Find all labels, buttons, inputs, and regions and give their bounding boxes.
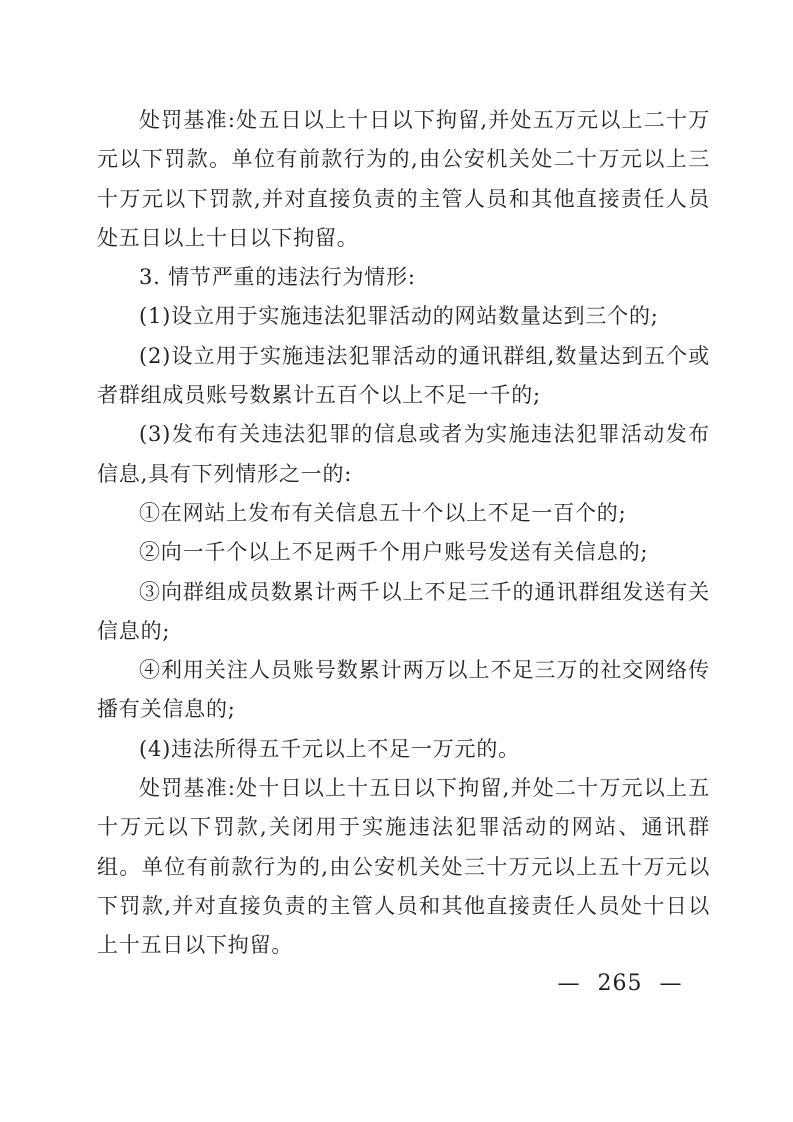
document-body	[97, 101, 710, 966]
paragraph: 处罚基准:处十日以上十五日以下拘留,并处二十万元以上五十万元以下罚款,关闭用于实施违法犯罪活动的网站、通讯群组。单位有前款行为的,由公安机关处三十万元以上五十万元以下罚款,并对直接负责的主管人员和其他直接责任人员处十日以上十五日以下拘留。	[97, 776, 710, 958]
paragraph: (2)设立用于实施违法犯罪活动的通讯群组,数量达到五个或者群组成员账号数累计五百个以上不足一千的;	[97, 343, 710, 408]
paragraph: (3)发布有关违法犯罪的信息或者为实施违法犯罪活动发布信息,具有下列情形之一的:	[97, 422, 710, 486]
paragraph: ③向群组成员数累计两千以上不足三千的通讯群组发送有关信息的;	[97, 579, 710, 643]
paragraph: (4)违法所得五千元以上不足一万元的。	[139, 736, 520, 761]
paragraph: (1)设立用于实施违法犯罪活动的网站数量达到三个的;	[139, 304, 659, 329]
paragraph: 处罚基准:处五日以上十日以下拘留,并处五万元以上二十万元以下罚款。单位有前款行为的,由公安机关处二十万元以上三十万元以下罚款,并对直接负责的主管人员和其他直接责任人员处五日以上十日以下拘留。	[97, 108, 710, 250]
paragraph: 3. 情节严重的违法行为情形:	[139, 265, 416, 290]
paragraph: ①在网站上发布有关信息五十个以上不足一百个的;	[139, 500, 627, 525]
paragraph: ②向一千个以上不足两千个用户账号发送有关信息的;	[139, 540, 649, 565]
page-number: — 265 —	[557, 971, 683, 996]
paragraph: ④利用关注人员账号数累计两万以上不足三万的社交网络传播有关信息的;	[97, 658, 710, 722]
